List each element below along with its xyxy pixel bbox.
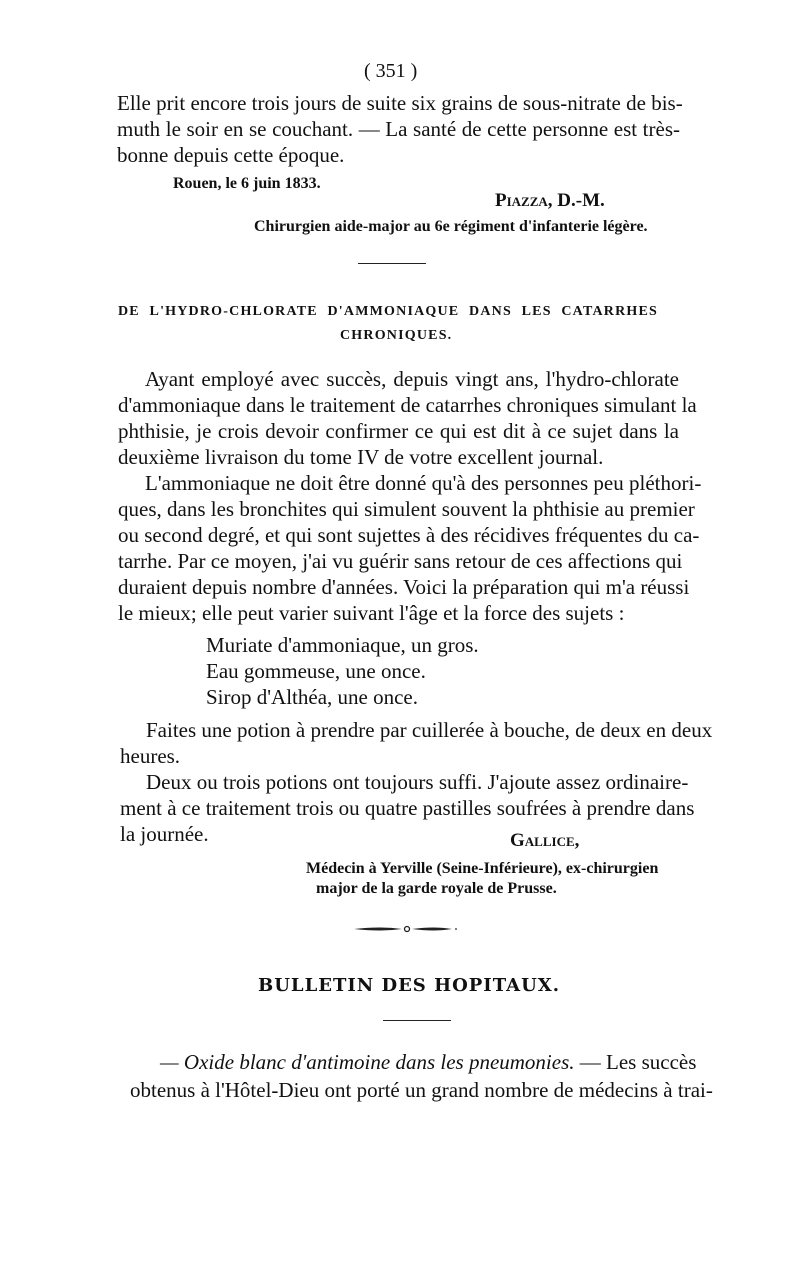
signature-2-title-line-1: Médecin à Yerville (Seine-Inférieure), ex-chirurgien [306,860,659,877]
recipe-line-1: Muriate d'ammoniaque, un gros. [206,633,479,657]
signature-1-name: Piazza, D.-M. [495,190,605,211]
paragraph-5-line-1: Deux ou trois potions ont toujours suffi. J'ajoute assez ordinaire- [146,770,689,794]
paragraph-3-line-4: tarrhe. Par ce moyen, j'ai vu guérir sans retour de ces affections qui [118,549,683,573]
paragraph-2-line-2: d'ammoniaque dans le traitement de catarrhes chroniques simulant la [118,393,697,417]
paragraph-2-line-3: phthisie, je crois devoir confirmer ce qui est dit à ce sujet dans la [118,419,679,443]
paragraph-1-line-3: bonne depuis cette époque. [117,143,345,167]
signature-1-title: Chirurgien aide-major au 6e régiment d'infanterie légère. [254,218,648,235]
signature-2-name: Gallice, [510,830,580,851]
paragraph-3-line-1: L'ammoniaque ne doit être donné qu'à des personnes peu pléthori- [145,471,702,495]
paragraph-1-line-1: Elle prit encore trois jours de suite six grains de sous-nitrate de bis- [117,91,683,115]
bulletin-title: BULLETIN DES HOPITAUX. [258,975,561,996]
paragraph-3-line-6: le mieux; elle peut varier suivant l'âge et la force des sujets : [118,601,625,625]
place-date: Rouen, le 6 juin 1833. [173,175,321,192]
paragraph-3-line-3: ou second degré, et qui sont sujettes à des récidives fréquentes du ca- [118,523,700,547]
article-title-line-1: DE L'HYDRO-CHLORATE D'AMMONIAQUE DANS LES CATARRHES [118,304,658,319]
paragraph-2-line-4: deuxième livraison du tome IV de votre excellent journal. [118,445,604,469]
paragraph-4-line-2: heures. [120,744,181,768]
paragraph-6-italic-heading: — Oxide blanc d'antimoine dans les pneumonies. [160,1050,575,1074]
separator-rule [358,263,426,264]
paragraph-6-line-2: obtenus à l'Hôtel-Dieu ont porté un grand nombre de médecins à trai- [130,1078,713,1102]
paragraph-2-line-1: Ayant employé avec succès, depuis vingt ans, l'hydro-chlorate [145,367,679,391]
recipe-line-3: Sirop d'Althéa, une once. [206,685,418,709]
bulletin-rule [383,1020,451,1021]
page-number: ( 351 ) [364,60,418,82]
signature-2-title-line-2: major de la garde royale de Prusse. [316,880,557,897]
paragraph-3-line-5: duraient depuis nombre d'années. Voici la préparation qui m'a réussi [118,575,690,599]
paragraph-6-rest: — Les succès [574,1050,697,1074]
ornamental-rule [352,922,462,936]
paragraph-6-line-1 [160,1049,696,1075]
paragraph-5-line-2: ment à ce traitement trois ou quatre pastilles soufrées à prendre dans [120,796,695,820]
paragraph-4-line-1: Faites une potion à prendre par cuillerée à bouche, de deux en deux [146,718,713,742]
paragraph-5-line-3: la journée. [120,822,209,846]
paragraph-1-line-2: muth le soir en se couchant. — La santé de cette personne est très- [117,117,680,141]
paragraph-3-line-2: ques, dans les bronchites qui simulent souvent la phthisie au premier [118,497,695,521]
recipe-line-2: Eau gommeuse, une once. [206,659,426,683]
article-title-line-2: CHRONIQUES. [340,328,453,343]
